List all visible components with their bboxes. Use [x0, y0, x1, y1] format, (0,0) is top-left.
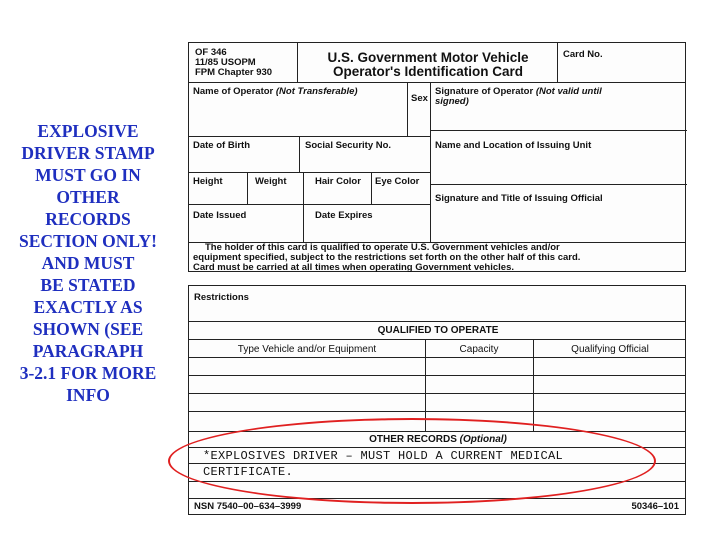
- card-title: U.S. Government Motor Vehicle: [327, 50, 529, 65]
- form-number: 50346–101: [631, 501, 679, 512]
- note-line: OTHER: [56, 187, 120, 207]
- nsn-number: NSN 7540–00–634–3999: [194, 501, 302, 512]
- note-line: EXPLOSIVE: [37, 121, 139, 141]
- explosives-entry-line1: *EXPLOSIVES DRIVER – MUST HOLD A CURRENT MEDICAL: [203, 449, 564, 463]
- hair-color-label: Hair Color: [315, 176, 361, 187]
- ssn-label: Social Security No.: [305, 140, 392, 151]
- card-notice: The holder of this card is qualified to operate U.S. Government vehicles and/or: [205, 242, 560, 253]
- note-line: SHOWN (SEE: [32, 319, 144, 339]
- date-issued-label: Date Issued: [193, 210, 247, 221]
- date-expires-label: Date Expires: [315, 210, 373, 221]
- note-line: 3-2.1 FOR MORE: [19, 363, 157, 383]
- operator-signature-note: signed): [435, 96, 469, 107]
- note-line: RECORDS: [45, 209, 131, 229]
- date-of-birth-label: Date of Birth: [193, 140, 250, 151]
- note-line: EXACTLY AS: [33, 297, 143, 317]
- card-no-label: Card No.: [563, 49, 603, 60]
- note-line: MUST GO IN: [35, 165, 141, 185]
- card-subtitle: Operator's Identification Card: [333, 64, 523, 79]
- height-label: Height: [193, 176, 223, 187]
- issuing-official-label: Signature and Title of Issuing Official: [435, 193, 603, 204]
- note-line: INFO: [66, 385, 110, 405]
- note-line: SECTION ONLY!: [19, 231, 157, 251]
- column-qualifying-official: Qualifying Official: [571, 344, 649, 355]
- card-notice: equipment specified, subject to the restrictions set forth on the other half of this card.: [193, 252, 581, 263]
- note-line: PARAGRAPH: [32, 341, 144, 361]
- restrictions-label: Restrictions: [194, 292, 249, 303]
- form-id-line: FPM Chapter 930: [195, 67, 273, 78]
- note-line: AND MUST: [41, 253, 135, 273]
- column-capacity: Capacity: [459, 344, 499, 355]
- form-id-line: 11/85 USOPM: [195, 57, 256, 68]
- column-type-vehicle: Type Vehicle and/or Equipment: [237, 344, 377, 355]
- operator-name-label: Name of Operator (Not Transferable): [193, 86, 358, 97]
- operator-signature-label: Signature of Operator (Not valid until: [435, 86, 602, 97]
- note-line: BE STATED: [40, 275, 136, 295]
- card-notice: Card must be carried at all times when operating Government vehicles.: [193, 262, 514, 273]
- explosives-entry-line2: CERTIFICATE.: [203, 465, 294, 479]
- note-line: DRIVER STAMP: [21, 143, 155, 163]
- highlight-oval: [168, 418, 656, 504]
- form-id-line: OF 346: [195, 47, 227, 58]
- issuing-unit-label: Name and Location of Issuing Unit: [435, 140, 592, 151]
- eye-color-label: Eye Color: [375, 176, 420, 187]
- other-records-heading: OTHER RECORDS (Optional): [369, 434, 507, 445]
- card-front: [188, 42, 686, 272]
- qualified-to-operate-heading: QUALIFIED TO OPERATE: [377, 325, 499, 336]
- instruction-note: [4, 120, 172, 406]
- weight-label: Weight: [255, 176, 287, 187]
- sex-label: Sex: [411, 93, 428, 104]
